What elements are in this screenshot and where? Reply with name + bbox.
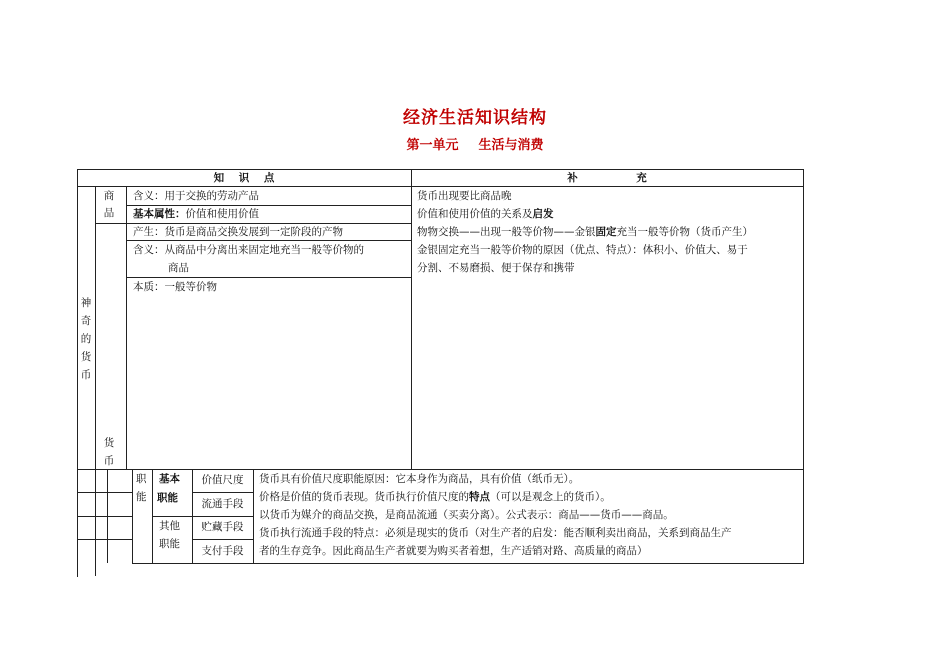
other-function-label-top: 其他 [159, 520, 180, 532]
function-label-bottom: 能 [136, 491, 147, 503]
commodity-definition: 含义：用于交换的劳动产品 [133, 190, 259, 202]
table-left-border [77, 169, 78, 469]
commodity-attr-value: 价值和使用价值 [185, 208, 259, 220]
commodity-basic-attributes [133, 206, 259, 222]
function-circulation: 流通手段 [201, 498, 244, 510]
unit-number: 第一单元 [406, 138, 459, 153]
meaning-row-divider [126, 277, 411, 278]
function-row-divider-1 [192, 492, 253, 493]
currency-origin: 产生：货币是商品交换发展到一定阶段的产物 [133, 226, 343, 238]
header-knowledge-points: 知 识 点 [213, 172, 275, 184]
supplement-bottom-line1: 货币具有价值尺度职能原因：它本身作为商品，具有价值（纸币无）。 [259, 473, 580, 485]
function-label-top: 职 [136, 473, 147, 485]
category-column-divider [126, 186, 127, 469]
supplement-top-line5: 分割、不易磨损、便于保存和携带 [417, 262, 575, 274]
currency-meaning-line1: 含义：从商品中分离出来固定地充当一般等价物的 [133, 244, 364, 256]
lower-right-border [803, 469, 804, 563]
function-storage: 贮藏手段 [201, 521, 244, 533]
function-label-divider [152, 469, 153, 563]
supplement-top-line1: 货币出现要比商品晚 [417, 190, 512, 202]
lower-table-top-border [77, 469, 804, 470]
unit-name: 生活与消费 [478, 138, 544, 153]
lower-grid-line-3 [77, 539, 132, 540]
basic-function-label-bottom: 职能 [157, 492, 178, 504]
supplement-top-line3-emphasis: 固定 [595, 226, 617, 238]
header-bottom-border [77, 186, 804, 187]
lower-table-bottom-border [132, 563, 804, 564]
supplement-top-line3 [417, 224, 753, 240]
lower-col-divider-b [132, 469, 133, 563]
supplement-bottom-line4: 货币执行流通手段的特点：必须是现实的货币（对生产者的启发：能否顺利卖出商品，关系到商品生产 [259, 527, 732, 539]
supplement-bottom-line2-emphasis: 特点 [469, 491, 490, 503]
supplement-bottom-line2-text-a: 价格是价值的货币表现。货币执行价值尺度的 [259, 491, 469, 503]
function-row-divider-3 [192, 539, 253, 540]
function-value-measure: 价值尺度 [201, 474, 244, 486]
lower-left-border [77, 469, 78, 577]
function-payment: 支付手段 [201, 545, 244, 557]
currency-label: 货币 [103, 437, 115, 467]
commodity-attr-label: 基本属性： [133, 208, 186, 220]
basic-function-label-top: 基本 [159, 473, 180, 485]
currency-meaning-line2: 商品 [168, 262, 189, 274]
unit-subtitle [0, 134, 950, 153]
supplement-top-line4: 金银固定充当一般等价物的原因（优点、特点）：体积小、价值大、易于 [417, 244, 748, 256]
function-group-divider [152, 516, 253, 517]
commodity-label: 商品 [103, 190, 115, 219]
lower-grid-line-1 [77, 492, 132, 493]
supplement-top-line2-emphasis: 启发 [532, 208, 554, 220]
section-column-divider [95, 186, 96, 576]
function-item-divider [253, 469, 254, 563]
lower-grid-line-2 [77, 516, 132, 517]
origin-row-divider [126, 240, 411, 241]
header-supplement: 补 充 [567, 172, 647, 184]
supplement-bottom-line2 [259, 489, 611, 505]
supplement-top-line3-text-a: 物物交换——出现一般等价物——金银 [417, 226, 596, 238]
content-column-divider [411, 169, 412, 469]
currency-essence: 本质：一般等价物 [133, 281, 217, 293]
supplement-bottom-line2-text-c: （可以是观念上的货币）。 [490, 491, 611, 503]
table-right-border [803, 169, 804, 469]
supplement-top-line3-text-c: 充当一般等价物（货币产生） [616, 226, 753, 238]
supplement-top-line2 [417, 206, 554, 222]
supplement-bottom-line3: 以货币为媒介的商品交换，是商品流通（买卖分离）。公式表示：商品——货币——商品。 [259, 509, 674, 521]
lower-col-divider-a [107, 469, 108, 563]
other-function-label-bottom: 职能 [159, 538, 180, 550]
supplement-top-line2-text: 价值和使用价值的关系及 [417, 208, 533, 220]
section-label-magic-currency: 神奇的货币 [80, 297, 92, 381]
document-title: 经济生活知识结构 [403, 108, 547, 128]
supplement-bottom-line5: 者的生存竞争。因此商品生产者就要为购买者着想，生产适销对路、高质量的商品） [259, 545, 648, 557]
